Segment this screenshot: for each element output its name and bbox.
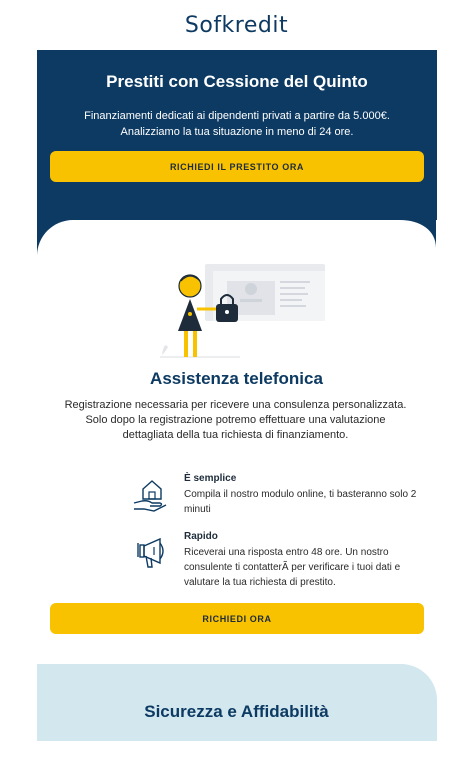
person-with-lock-illustration bbox=[150, 259, 330, 359]
card-corner-curve bbox=[400, 220, 436, 248]
brand-name: Sofkredit bbox=[184, 12, 289, 38]
security-title: Sicurezza e Affidabilità bbox=[144, 702, 329, 721]
assistance-description-line-3: dettagliata della tua richiesta di finanziamento. bbox=[122, 429, 349, 441]
feature-fast bbox=[130, 531, 430, 591]
feature-simple-text: Compila il nostro modulo online, ti basteranno solo 2 minuti bbox=[184, 489, 417, 515]
hero-subtitle bbox=[49, 108, 425, 140]
brand-logo bbox=[0, 0, 473, 50]
hero-subtitle-line-1: Finanziamenti dedicati ai dipendenti privati a partire da 5.000€. bbox=[84, 110, 390, 122]
feature-fast-text: Riceverai una risposta entro 48 ore. Un nostro consulente ti contatterÃ per verificare i tuoi dati e valutare la tua richiesta di prestito. bbox=[184, 547, 401, 588]
feature-simple-title: È semplice bbox=[184, 473, 237, 484]
request-loan-button[interactable]: RICHIEDI IL PRESTITO ORA bbox=[50, 151, 424, 182]
assistance-description bbox=[48, 398, 423, 443]
assistance-description-line-1: Registrazione necessaria per ricevere una consulenza personalizzata. bbox=[64, 399, 407, 411]
feature-simple bbox=[130, 473, 430, 518]
assistance-title: Assistenza telefonica bbox=[150, 369, 323, 388]
hero-subtitle-line-2: Analizziamo la tua situazione in meno di 24 ore. bbox=[120, 126, 354, 138]
request-now-button[interactable]: RICHIEDI ORA bbox=[50, 603, 424, 634]
hero-title: Prestiti con Cessione del Quinto bbox=[106, 72, 368, 91]
hand-house-icon bbox=[130, 473, 172, 515]
megaphone-icon bbox=[130, 531, 172, 573]
feature-fast-title: Rapido bbox=[184, 531, 218, 542]
assistance-description-line-2: Solo dopo la registrazione potremo effettuare una valutazione bbox=[85, 414, 386, 426]
